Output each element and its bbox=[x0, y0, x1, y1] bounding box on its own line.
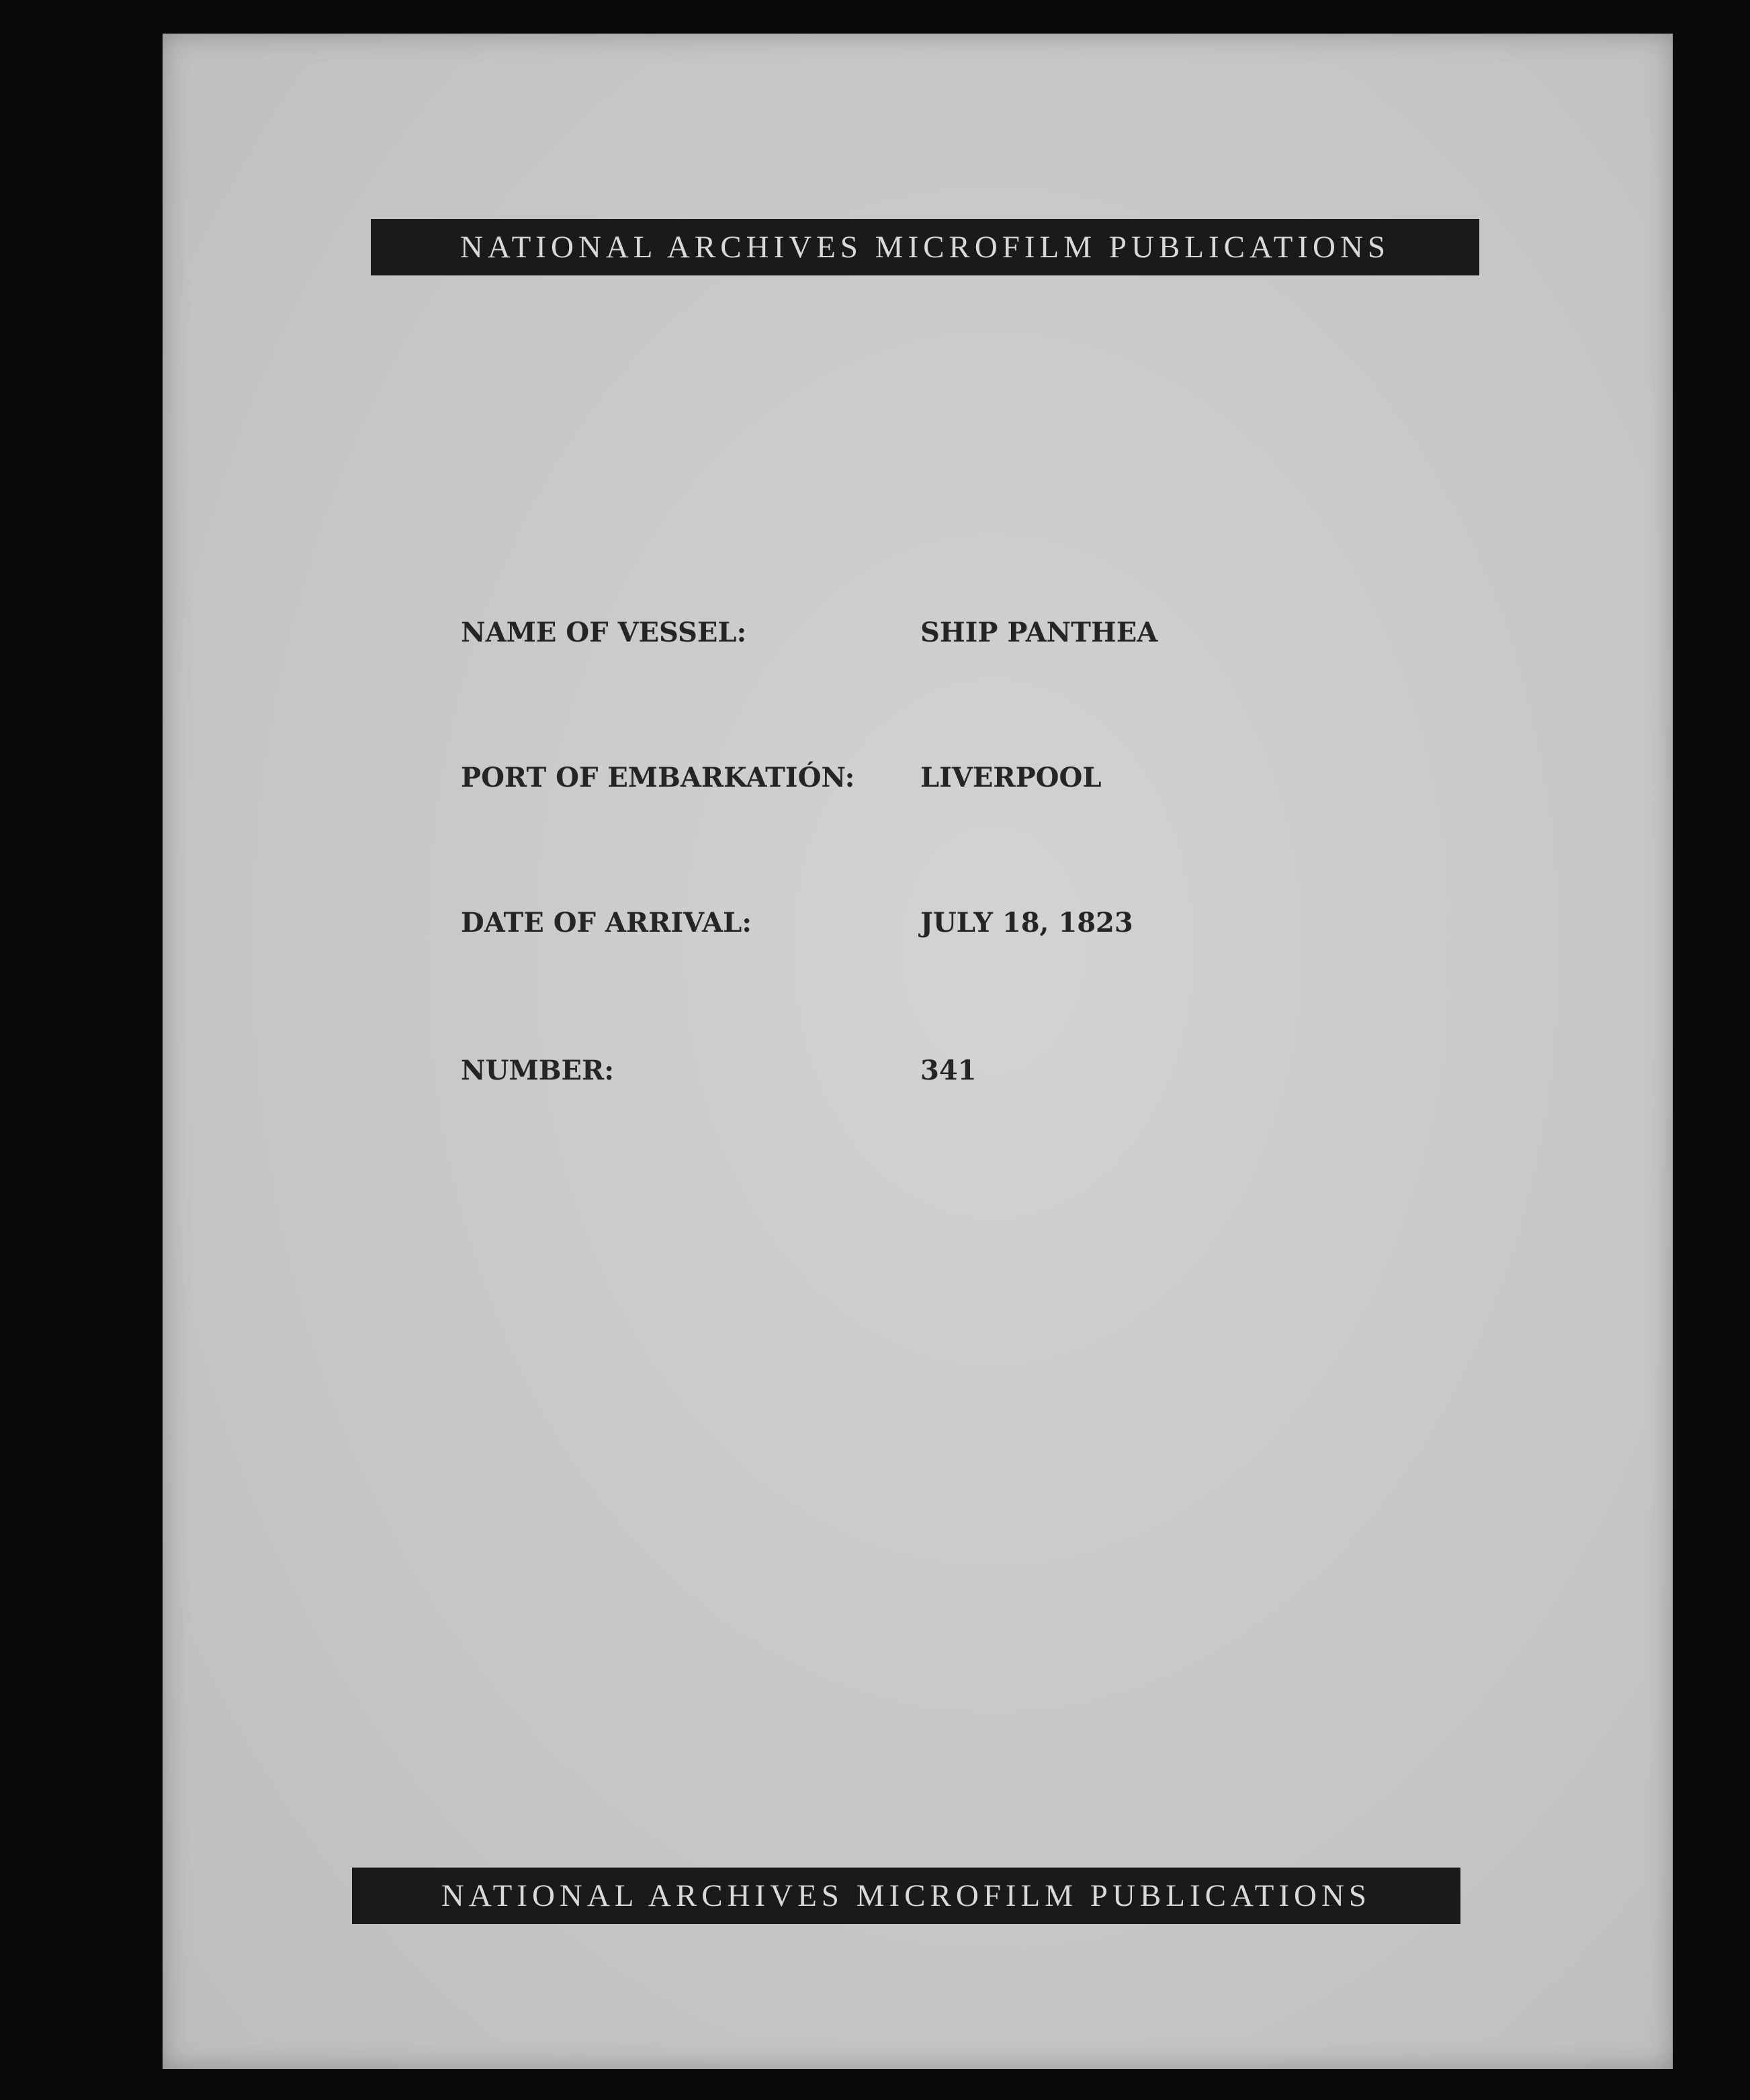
number-label: NUMBER: bbox=[461, 1055, 615, 1086]
bottom-banner: NATIONAL ARCHIVES MICROFILM PUBLICATIONS bbox=[352, 1868, 1460, 1924]
vessel-name-value: SHIP PANTHEA bbox=[920, 617, 1158, 648]
microfilm-target-card bbox=[163, 34, 1673, 2069]
number-value: 341 bbox=[920, 1055, 977, 1086]
port-of-embarkation-label: PORT OF EMBARKATIÓN: bbox=[461, 762, 855, 793]
date-of-arrival-value: JULY 18, 1823 bbox=[920, 907, 1133, 938]
date-of-arrival-label: DATE OF ARRIVAL: bbox=[461, 907, 752, 938]
top-banner: NATIONAL ARCHIVES MICROFILM PUBLICATIONS bbox=[371, 219, 1479, 275]
number-row bbox=[461, 1055, 1401, 1095]
vessel-name-row bbox=[461, 617, 1401, 657]
port-of-embarkation-value: LIVERPOOL bbox=[920, 762, 1102, 793]
date-of-arrival-row bbox=[461, 907, 1401, 947]
vessel-name-label: NAME OF VESSEL: bbox=[461, 617, 747, 648]
port-of-embarkation-row bbox=[461, 762, 1401, 802]
